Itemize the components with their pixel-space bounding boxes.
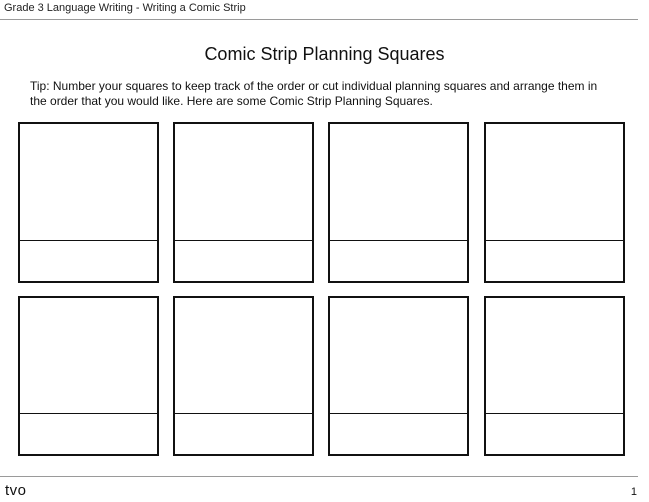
caption-divider — [330, 413, 467, 414]
planning-square — [328, 296, 469, 456]
planning-square — [173, 122, 314, 283]
footer-divider — [0, 476, 638, 477]
header-divider — [0, 19, 638, 20]
caption-divider — [20, 240, 157, 241]
page-number: 1 — [630, 486, 637, 498]
caption-divider — [330, 240, 467, 241]
planning-square — [484, 296, 625, 456]
caption-divider — [175, 240, 312, 241]
planning-square — [173, 296, 314, 456]
caption-divider — [486, 240, 623, 241]
tvo-logo: tvo — [5, 482, 27, 499]
planning-square — [484, 122, 625, 283]
course-title: Grade 3 Language Writing - Writing a Comic Strip — [4, 2, 246, 14]
tip-text: Tip: Number your squares to keep track of the order or cut individual planning squares and arrange them in the order that you would like. Here are some Comic Strip Planning Squares. — [30, 79, 598, 108]
caption-divider — [20, 413, 157, 414]
page-title: Comic Strip Planning Squares — [204, 44, 445, 64]
caption-divider — [175, 413, 312, 414]
planning-square — [18, 296, 159, 456]
caption-divider — [486, 413, 623, 414]
planning-square — [328, 122, 469, 283]
planning-square — [18, 122, 159, 283]
